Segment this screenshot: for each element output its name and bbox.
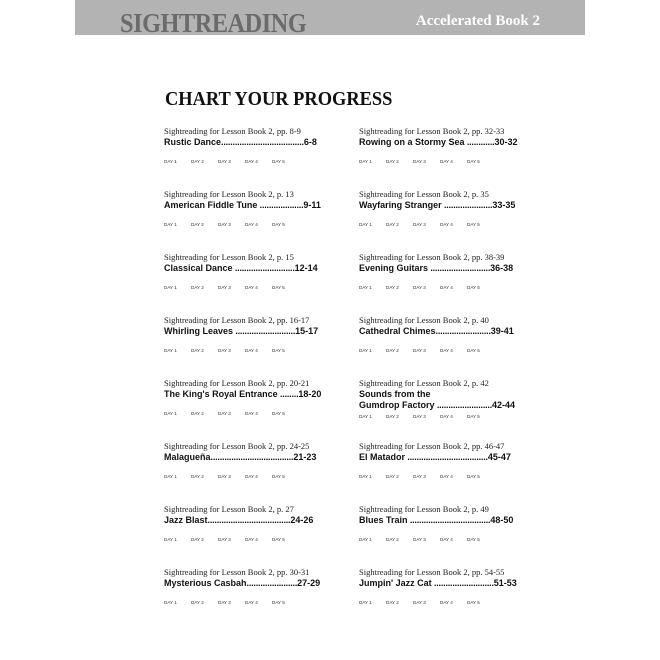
lesson-reference: Sightreading for Lesson Book 2, pp. 32-33 [359, 126, 505, 136]
day-label: DAY 4 [245, 474, 258, 479]
day-label: DAY 4 [245, 537, 258, 542]
day-label: DAY 5 [467, 474, 480, 479]
day-label: DAY 2 [386, 600, 399, 605]
day-label: DAY 4 [440, 600, 453, 605]
page-range: 39-41 [490, 326, 514, 336]
page-range: 36-38 [490, 263, 514, 273]
day-label: DAY 1 [359, 285, 372, 290]
leader-dots: ..................... [441, 200, 493, 210]
piece-title-line [359, 389, 525, 400]
piece-title: Jumpin' Jazz Cat [359, 578, 432, 588]
day-label: DAY 5 [272, 159, 285, 164]
day-label: DAY 5 [272, 474, 285, 479]
piece-title: Wayfaring Stranger [359, 200, 442, 210]
day-checklist [164, 600, 304, 606]
day-label: DAY 2 [386, 285, 399, 290]
day-label: DAY 2 [386, 537, 399, 542]
leader-dots: ........................ [434, 400, 493, 410]
piece-title-line [164, 200, 330, 211]
day-checklist [359, 222, 499, 228]
leader-dots: .................................... [207, 515, 291, 525]
leader-dots: ............ [464, 137, 495, 147]
piece-title-line [359, 263, 525, 274]
day-label: DAY 5 [467, 285, 480, 290]
day-label: DAY 3 [218, 474, 231, 479]
piece-title-line [359, 137, 525, 148]
piece-title-line [359, 515, 525, 526]
day-label: DAY 4 [245, 222, 258, 227]
day-checklist [359, 159, 499, 165]
day-label: DAY 2 [191, 159, 204, 164]
day-label: DAY 2 [191, 600, 204, 605]
day-label: DAY 1 [359, 537, 372, 542]
piece-title-line [359, 578, 525, 589]
day-label: DAY 1 [359, 159, 372, 164]
page-title: CHART YOUR PROGRESS [165, 88, 393, 110]
lesson-reference: Sightreading for Lesson Book 2, pp. 20-21 [164, 378, 310, 388]
piece-title-line [164, 389, 330, 400]
day-label: DAY 1 [164, 285, 177, 290]
day-label: DAY 3 [218, 600, 231, 605]
leader-dots: ........ [277, 389, 299, 399]
day-checklist [164, 348, 304, 354]
piece-title-line [359, 200, 525, 211]
day-label: DAY 3 [413, 285, 426, 290]
piece-title-line [164, 137, 330, 148]
lesson-reference: Sightreading for Lesson Book 2, pp. 16-17 [164, 315, 310, 325]
day-label: DAY 5 [467, 537, 480, 542]
day-label: DAY 4 [245, 159, 258, 164]
day-label: DAY 3 [413, 474, 426, 479]
day-label: DAY 2 [191, 222, 204, 227]
piece-title: El Matador [359, 452, 406, 462]
leader-dots: .......................... [233, 326, 296, 336]
lesson-reference: Sightreading for Lesson Book 2, p. 40 [359, 315, 489, 325]
page-range: 30-32 [494, 137, 518, 147]
day-label: DAY 2 [191, 411, 204, 416]
day-label: DAY 5 [272, 285, 285, 290]
day-label: DAY 1 [164, 474, 177, 479]
day-label: DAY 3 [413, 414, 426, 419]
day-checklist [164, 159, 304, 165]
day-label: DAY 4 [245, 285, 258, 290]
day-checklist [359, 600, 499, 606]
day-label: DAY 3 [413, 222, 426, 227]
leader-dots: ................................... [405, 452, 488, 462]
day-label: DAY 2 [191, 348, 204, 353]
day-label: DAY 3 [218, 411, 231, 416]
piece-title-line [359, 400, 525, 411]
lesson-reference: Sightreading for Lesson Book 2, pp. 24-25 [164, 441, 310, 451]
page-range: 24-26 [290, 515, 314, 525]
piece-title-line [359, 452, 525, 463]
piece-title: Blues Train [359, 515, 408, 525]
day-label: DAY 1 [164, 600, 177, 605]
lesson-reference: Sightreading for Lesson Book 2, p. 35 [359, 189, 489, 199]
day-label: DAY 5 [467, 414, 480, 419]
day-label: DAY 4 [440, 537, 453, 542]
day-label: DAY 3 [218, 222, 231, 227]
day-checklist [164, 222, 304, 228]
header-book-name: Accelerated Book 2 [415, 13, 540, 29]
day-label: DAY 5 [272, 537, 285, 542]
leader-dots: ........................ [435, 326, 491, 336]
page-range: 51-53 [493, 578, 517, 588]
day-label: DAY 4 [440, 414, 453, 419]
page-range: 21-23 [293, 452, 317, 462]
day-checklist [164, 537, 304, 543]
piece-title-line [359, 326, 525, 337]
piece-title: Mysterious Casbah [164, 578, 247, 588]
day-label: DAY 2 [386, 222, 399, 227]
lesson-reference: Sightreading for Lesson Book 2, p. 27 [164, 504, 294, 514]
piece-title: Malagueña [164, 452, 211, 462]
day-label: DAY 4 [440, 285, 453, 290]
page-range: 33-35 [492, 200, 516, 210]
leader-dots: ...................... [246, 578, 298, 588]
leader-dots: .......................... [428, 263, 491, 273]
day-label: DAY 3 [218, 159, 231, 164]
piece-title: Rowing on a Stormy Sea [359, 137, 465, 147]
day-checklist [164, 411, 304, 417]
day-label: DAY 2 [191, 474, 204, 479]
day-label: DAY 4 [440, 222, 453, 227]
day-label: DAY 2 [191, 285, 204, 290]
day-checklist [359, 348, 499, 354]
page-range: 12-14 [294, 263, 318, 273]
day-label: DAY 1 [359, 600, 372, 605]
day-label: DAY 5 [467, 348, 480, 353]
piece-title: Evening Guitars [359, 263, 429, 273]
lesson-reference: Sightreading for Lesson Book 2, pp. 38-39 [359, 252, 505, 262]
piece-title: Whirling Leaves [164, 326, 234, 336]
day-label: DAY 4 [440, 348, 453, 353]
page-range: 9-11 [303, 200, 321, 210]
day-checklist [164, 474, 304, 480]
day-label: DAY 1 [164, 348, 177, 353]
day-label: DAY 1 [164, 222, 177, 227]
piece-title: The King's Royal Entrance [164, 389, 278, 399]
day-label: DAY 5 [467, 222, 480, 227]
day-label: DAY 5 [272, 222, 285, 227]
piece-title-line [164, 326, 330, 337]
day-label: DAY 1 [164, 411, 177, 416]
lesson-reference: Sightreading for Lesson Book 2, p. 13 [164, 189, 294, 199]
page-range: 18-20 [298, 389, 322, 399]
day-label: DAY 4 [245, 348, 258, 353]
leader-dots: .................................... [221, 137, 304, 147]
page-range: 15-17 [295, 326, 319, 336]
day-checklist [359, 474, 499, 480]
page-range: 48-50 [490, 515, 514, 525]
page-range: 27-29 [297, 578, 321, 588]
leader-dots: ................................... [407, 515, 491, 525]
lesson-reference: Sightreading for Lesson Book 2, p. 42 [359, 378, 489, 388]
day-label: DAY 2 [386, 474, 399, 479]
day-label: DAY 1 [359, 474, 372, 479]
lesson-reference: Sightreading for Lesson Book 2, pp. 46-47 [359, 441, 505, 451]
day-label: DAY 3 [413, 159, 426, 164]
day-label: DAY 2 [386, 159, 399, 164]
day-label: DAY 3 [218, 537, 231, 542]
piece-title: Rustic Dance [164, 137, 222, 147]
day-label: DAY 4 [245, 600, 258, 605]
page-range: 45-47 [487, 452, 511, 462]
day-checklist [359, 285, 499, 291]
lesson-reference: Sightreading for Lesson Book 2, p. 49 [359, 504, 489, 514]
lesson-reference: Sightreading for Lesson Book 2, pp. 8-9 [164, 126, 301, 136]
day-label: DAY 4 [440, 159, 453, 164]
day-label: DAY 5 [467, 159, 480, 164]
leader-dots: .......................... [431, 578, 494, 588]
day-label: DAY 3 [413, 600, 426, 605]
day-label: DAY 5 [272, 348, 285, 353]
day-label: DAY 1 [359, 348, 372, 353]
lesson-reference: Sightreading for Lesson Book 2, pp. 54-55 [359, 567, 505, 577]
lesson-reference: Sightreading for Lesson Book 2, p. 15 [164, 252, 294, 262]
lesson-reference: Sightreading for Lesson Book 2, pp. 30-31 [164, 567, 310, 577]
day-label: DAY 3 [218, 348, 231, 353]
piece-title-line [164, 452, 330, 463]
day-label: DAY 3 [218, 285, 231, 290]
day-label: DAY 2 [386, 348, 399, 353]
piece-title-line [164, 578, 330, 589]
leader-dots: ................... [257, 200, 304, 210]
piece-title-line [164, 263, 330, 274]
piece-title: Sounds from the [359, 389, 431, 399]
day-label: DAY 1 [359, 222, 372, 227]
day-checklist [359, 414, 499, 420]
day-label: DAY 5 [467, 600, 480, 605]
day-label: DAY 1 [164, 537, 177, 542]
day-checklist [359, 537, 499, 543]
day-checklist [164, 285, 304, 291]
day-label: DAY 3 [413, 537, 426, 542]
piece-title: Jazz Blast [164, 515, 208, 525]
leader-dots: .................................... [210, 452, 294, 462]
day-label: DAY 5 [272, 411, 285, 416]
day-label: DAY 2 [191, 537, 204, 542]
day-label: DAY 2 [386, 414, 399, 419]
page-range: 42-44 [492, 400, 516, 410]
day-label: DAY 4 [245, 411, 258, 416]
day-label: DAY 1 [359, 414, 372, 419]
header-title: SIGHTREADING [120, 8, 307, 38]
day-label: DAY 5 [272, 600, 285, 605]
day-label: DAY 3 [413, 348, 426, 353]
leader-dots: .......................... [232, 263, 295, 273]
piece-title: Classical Dance [164, 263, 233, 273]
piece-title: American Fiddle Tune [164, 200, 258, 210]
header-bar [75, 0, 585, 38]
piece-title-line [164, 515, 330, 526]
page-range: 6-8 [303, 137, 317, 147]
day-label: DAY 1 [164, 159, 177, 164]
piece-title-continued: Gumdrop Factory [359, 400, 435, 410]
piece-title: Cathedral Chimes [359, 326, 436, 336]
day-label: DAY 4 [440, 474, 453, 479]
